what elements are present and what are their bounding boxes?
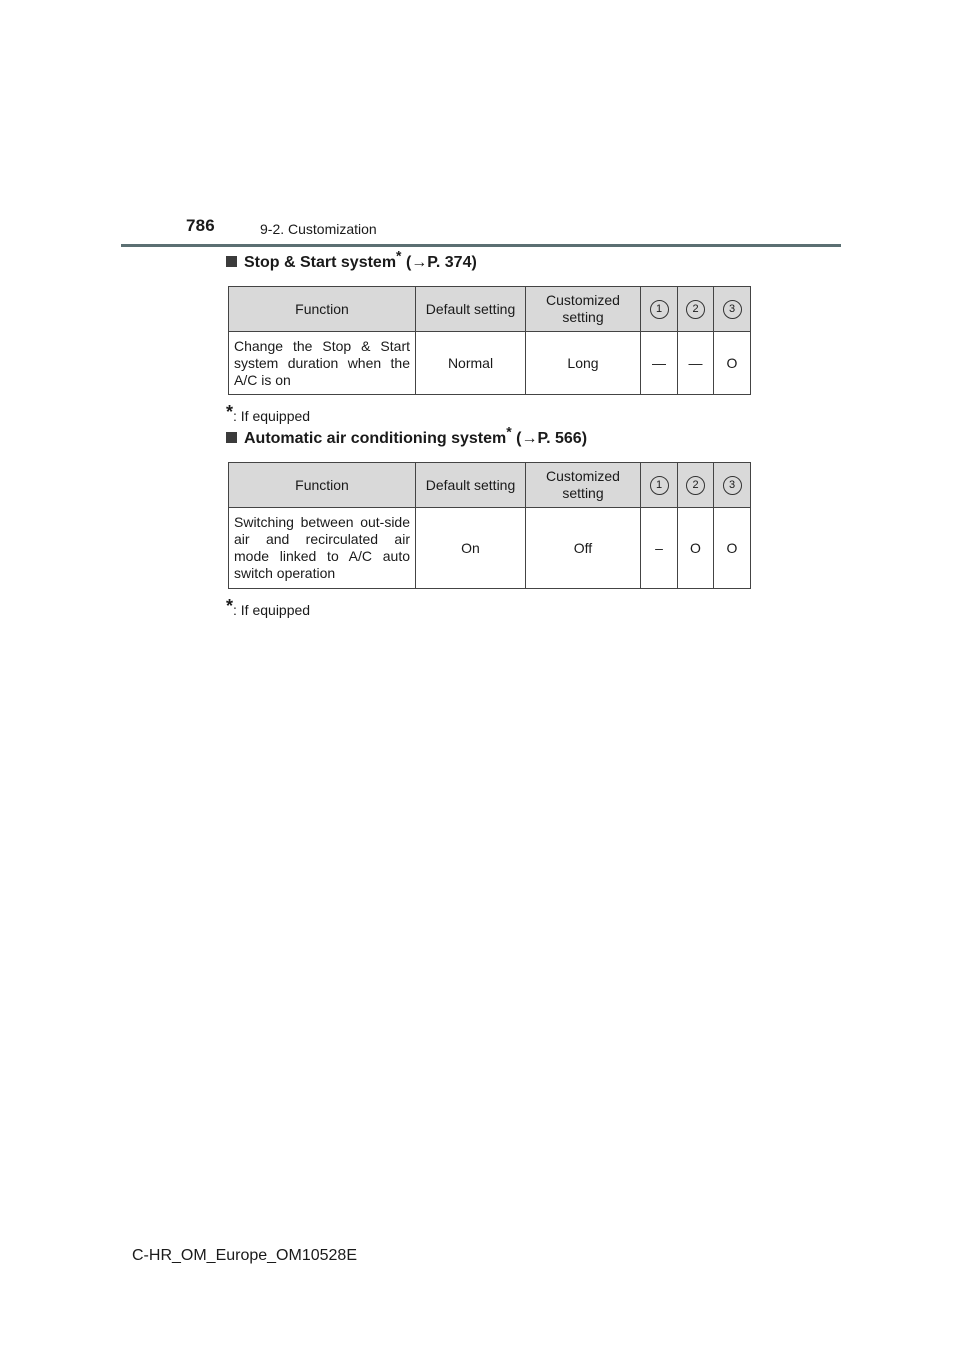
air-conditioning-title: Automatic air conditioning system xyxy=(244,430,507,447)
method-1-cell: — xyxy=(641,332,678,395)
stop-start-page-ref: (→P. 374) xyxy=(405,254,477,271)
stop-start-heading xyxy=(226,247,477,272)
footnote xyxy=(226,596,310,618)
circled-number-icon: 1 xyxy=(650,476,669,495)
method-3-cell: O xyxy=(714,332,751,395)
section-label: 9-2. Customization xyxy=(260,221,377,237)
air-conditioning-heading xyxy=(226,423,588,448)
column-header-1 xyxy=(641,287,678,332)
customized-cell: Off xyxy=(526,508,641,589)
method-2-cell: O xyxy=(678,508,714,589)
air-conditioning-table xyxy=(228,462,751,589)
circled-number-icon: 3 xyxy=(723,300,742,319)
circled-number-icon: 2 xyxy=(686,476,705,495)
footnote-text: : If equipped xyxy=(233,602,311,618)
footnote-mark: * xyxy=(226,596,234,616)
column-header-1 xyxy=(641,463,678,508)
footnote-text: : If equipped xyxy=(233,408,311,424)
table-row xyxy=(229,508,751,589)
air-conditioning-page-ref: (→P. 566) xyxy=(516,430,588,447)
function-cell: Switching between out-side air and recirculated air mode linked to A/C auto switch operation xyxy=(229,508,416,589)
page-number: 786 xyxy=(186,216,215,235)
default-cell: On xyxy=(416,508,526,589)
method-1-cell: – xyxy=(641,508,678,589)
column-header-default: Default setting xyxy=(416,287,526,332)
customized-cell: Long xyxy=(526,332,641,395)
circled-number-icon: 2 xyxy=(686,300,705,319)
table-header-row xyxy=(229,287,751,332)
column-header-customized: Customized setting xyxy=(526,287,641,332)
column-header-function: Function xyxy=(229,287,416,332)
column-header-customized: Customized setting xyxy=(526,463,641,508)
function-cell: Change the Stop & Start system duration when the A/C is on xyxy=(229,332,416,395)
square-bullet-icon xyxy=(226,432,237,443)
column-header-2 xyxy=(678,463,714,508)
method-2-cell: — xyxy=(678,332,714,395)
circled-number-icon: 1 xyxy=(650,300,669,319)
default-cell: Normal xyxy=(416,332,526,395)
equipped-mark: * xyxy=(506,423,512,440)
stop-start-title: Stop & Start system xyxy=(244,254,397,271)
column-header-3 xyxy=(714,287,751,332)
circled-number-icon: 3 xyxy=(723,476,742,495)
table-header-row xyxy=(229,463,751,508)
stop-start-table xyxy=(228,286,751,395)
header-rule xyxy=(121,244,841,247)
footnote-mark: * xyxy=(226,402,234,422)
method-3-cell: O xyxy=(714,508,751,589)
column-header-default: Default setting xyxy=(416,463,526,508)
square-bullet-icon xyxy=(226,256,237,267)
table-row xyxy=(229,332,751,395)
footnote xyxy=(226,402,310,424)
column-header-function: Function xyxy=(229,463,416,508)
column-header-2 xyxy=(678,287,714,332)
document-code: C-HR_OM_Europe_OM10528E xyxy=(132,1247,357,1264)
column-header-3 xyxy=(714,463,751,508)
equipped-mark: * xyxy=(396,247,402,264)
